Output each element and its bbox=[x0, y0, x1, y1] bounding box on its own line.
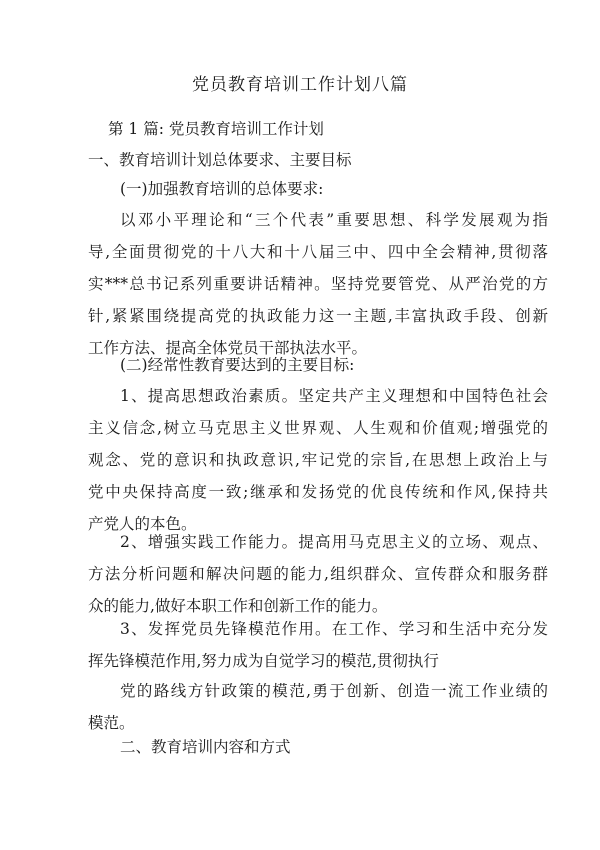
heading-block-2 bbox=[120, 731, 548, 763]
paragraph-line: 工作方法、提高全体党员干部执法水平。 bbox=[88, 339, 368, 357]
paragraph-line: 导,全面贯彻党的十八大和十八届三中、四中全会精神,贯彻落 bbox=[88, 243, 548, 261]
goal-item-3 bbox=[88, 613, 548, 677]
goal-item-3-continued bbox=[88, 675, 548, 739]
paragraph-line: 实***总书记系列重要讲话精神。坚持党要管党、从严治党的方 bbox=[88, 275, 548, 293]
section-heading bbox=[108, 113, 548, 145]
heading-2: 二、教育培训内容和方式 bbox=[120, 738, 291, 756]
paragraph-line: 针,紧紧围绕提高党的执政能力这一主题,丰富执政手段、创新 bbox=[88, 307, 548, 325]
paragraph-line: 3、发挥党员先锋模范作用。在工作、学习和生活中充分发 bbox=[120, 620, 548, 638]
heading-block-1 bbox=[88, 144, 548, 176]
subheading-block-1 bbox=[120, 173, 548, 205]
document-title: 党员教育培训工作计划八篇 bbox=[192, 75, 408, 95]
paragraph-line: 主义信念,树立马克思主义世界观、人生观和价值观;增强党的 bbox=[88, 419, 548, 437]
paragraph-line: 产党人的本色。 bbox=[88, 515, 197, 533]
paragraph-line: 党的路线方针政策的模范,勇于创新、创造一流工作业绩的 bbox=[120, 682, 548, 700]
heading-1: 一、教育培训计划总体要求、主要目标 bbox=[88, 151, 352, 169]
paragraph-line: 模范。 bbox=[88, 714, 135, 732]
subheading-1: (一)加强教育培训的总体要求: bbox=[120, 180, 324, 198]
paragraph-line: 2、增强实践工作能力。提高用马克思主义的立场、观点、 bbox=[120, 533, 548, 551]
paragraph-line: 党中央保持高度一致;继承和发扬党的优良传统和作风,保持共 bbox=[88, 483, 548, 501]
paragraph-line: 方法分析问题和解决问题的能力,组织群众、宣传群众和服务群 bbox=[88, 565, 548, 583]
paragraph-line: 观念、党的意识和执政意识,牢记党的宗旨,在思想上政治上与 bbox=[88, 451, 548, 469]
section-1-title: 第 1 篇: 党员教育培训工作计划 bbox=[108, 120, 324, 138]
paragraph-line: 众的能力,做好本职工作和创新工作的能力。 bbox=[88, 597, 388, 615]
paragraph-1 bbox=[88, 204, 548, 364]
goal-item-1 bbox=[88, 380, 548, 540]
goal-item-2 bbox=[88, 526, 548, 622]
paragraph-line: 以邓小平理论和“三个代表”重要思想、科学发展观为指 bbox=[120, 211, 548, 229]
paragraph-line: 1、提高思想政治素质。坚定共产主义理想和中国特色社会 bbox=[120, 387, 548, 405]
subheading-2: (二)经常性教育要达到的主要目标: bbox=[120, 356, 355, 374]
subheading-block-2 bbox=[120, 349, 548, 381]
paragraph-line: 挥先锋模范作用,努力成为自觉学习的模范,贯彻执行 bbox=[88, 652, 439, 670]
